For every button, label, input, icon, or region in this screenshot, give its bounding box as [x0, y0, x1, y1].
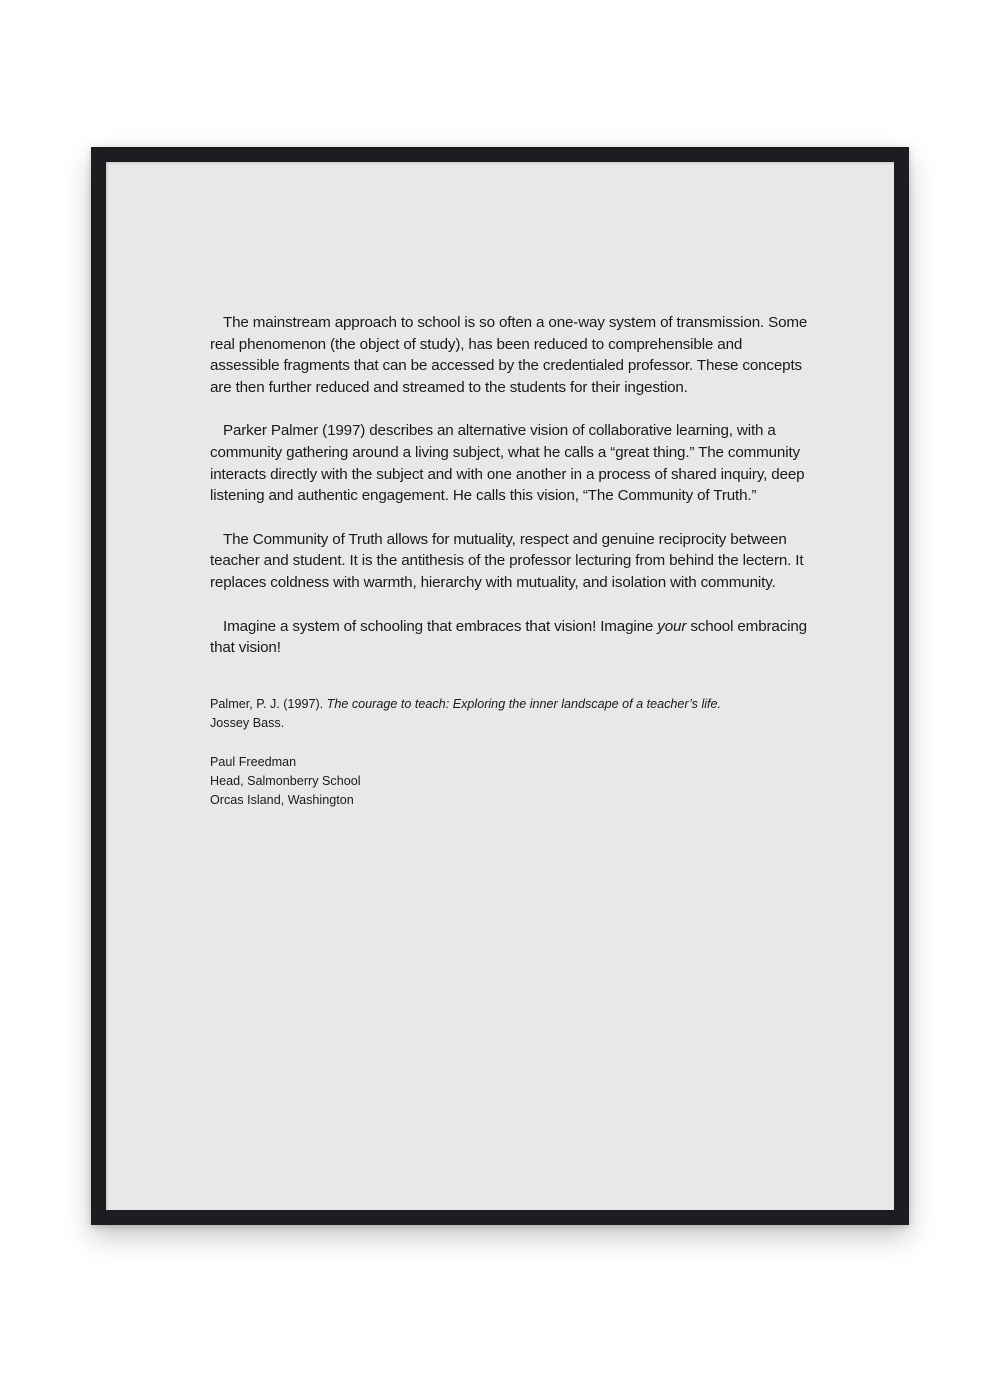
- paragraph-2: Parker Palmer (1997) describes an alternative vision of collaborative learning, with a community gathering around a living subject, what he calls a “great thing.” The community interacts directly with the subject and with one another in a process of shared inquiry, deep listening and authentic engagement. He calls this vision, “The Community of Truth.”: [210, 422, 805, 505]
- signature-name: Paul Freedman: [210, 754, 297, 769]
- citation: [210, 695, 810, 733]
- signature-role: Head, Salmonberry School: [210, 773, 361, 788]
- paragraph-1: The mainstream approach to school is so often a one-way system of transmission. Some real phenomenon (the object of study), has been reduced to comprehensible and assessible fragments that can be accessed by the credentialed professor. These concepts are then further reduced and streamed to the students for their ingestion.: [210, 314, 808, 396]
- closing-text-before: Imagine a system of schooling that embraces that vision! Imagine: [223, 617, 658, 635]
- citation-publisher: Jossey Bass.: [210, 715, 285, 730]
- paragraph-4: [210, 616, 810, 659]
- citation-title: The courage to teach: Exploring the inner landscape of a teacher’s life.: [326, 696, 722, 711]
- picture-frame: [91, 147, 909, 1225]
- signature-location: Orcas Island, Washington: [210, 792, 354, 807]
- document-body: [210, 312, 810, 810]
- closing-emphasis: your: [657, 617, 687, 635]
- closing-text-after: school embracing that vision!: [210, 617, 807, 657]
- citation-author: Palmer, P. J. (1997).: [210, 696, 327, 711]
- paragraph-3: The Community of Truth allows for mutuality, respect and genuine reciprocity between teacher and student. It is the antithesis of the professor lecturing from behind the lectern. It replaces coldness with warmth, hierarchy with mutuality, and isolation with community.: [210, 530, 804, 591]
- framed-document: [106, 162, 894, 1210]
